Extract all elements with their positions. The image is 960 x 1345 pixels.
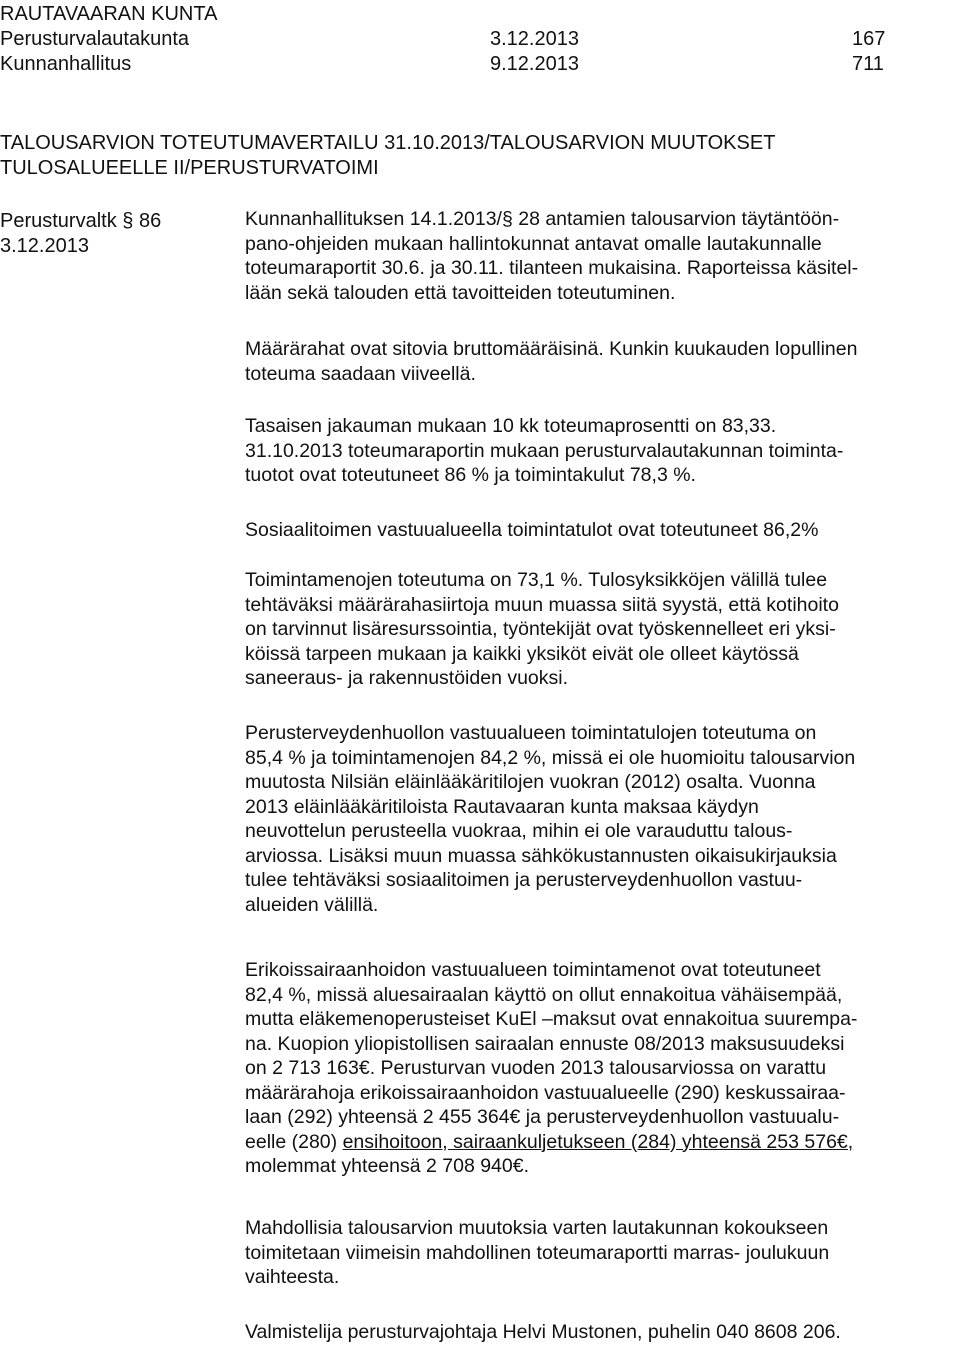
text-line: molemmat yhteensä 2 708 940€. <box>245 1155 530 1177</box>
paragraph-intro <box>245 207 957 305</box>
text-line: saneeraus- ja rakennustöiden vuoksi. <box>245 667 569 689</box>
header-page-kunnanhallitus: 711 <box>852 53 884 75</box>
paragraph-primary-health-care <box>245 721 957 917</box>
text-line: Valmistelija perusturvajohtaja Helvi Mustonen, puhelin 040 8608 206. <box>245 1321 841 1343</box>
paragraph-realization-rate <box>245 414 957 488</box>
text-line: Kunnanhallituksen 14.1.2013/§ 28 antamien talousarvion täytäntöön- <box>245 208 840 230</box>
text-line: muutosta Nilsiän eläinlääkäritilojen vuokran (2012) osalta. Vuonna <box>245 771 816 793</box>
text-line: tuotot ovat toteutuneet 86 % ja toimintakulut 78,3 %. <box>245 464 696 486</box>
text-line: 2013 eläinlääkäritiloista Rautavaaran kunta maksaa käydyn <box>245 795 759 818</box>
document-title-line-2: TULOSALUEELLE II/PERUSTURVATOIMI <box>0 157 379 179</box>
text-segment: eelle (280) <box>245 1130 338 1153</box>
preparer-line <box>245 1320 957 1345</box>
text-line: alueiden välillä. <box>245 893 379 916</box>
text-line: neuvottelun perusteella vuokraa, mihin ei ole varauduttu talous- <box>245 820 793 842</box>
text-line: toteumaraportit 30.6. ja 30.11. tilanteen mukaisina. Raporteissa käsitel- <box>245 257 859 279</box>
text-line: pano-ohjeiden mukaan hallintokunnat antavat omalle lautakunnalle <box>245 232 822 255</box>
text-line: Tasaisen jakauman mukaan 10 kk toteumaprosentti on 83,33. <box>245 415 777 437</box>
header-body-perusturvalautakunta: Perusturvalautakunta <box>0 28 190 50</box>
text-line: määrärahoja erikoissairaanhoidon vastuualueelle (290) keskussairaa- <box>245 1081 846 1104</box>
header-page-perusturvalautakunta: 167 <box>852 28 886 50</box>
text-line: tehtäväksi määrärahasiirtoja muun muassa siitä syystä, että kotihoito <box>245 593 839 616</box>
paragraph-social-expenses <box>245 568 957 691</box>
reference-date: 3.12.2013 <box>0 235 89 257</box>
text-line: na. Kuopion yliopistollisen sairaalan ennuste 08/2013 maksusuudeksi <box>245 1032 845 1055</box>
text-line: 82,4 %, missä aluesairaalan käyttö on ollut ennakoitua vähäisempää, <box>245 983 843 1006</box>
text-line: mutta eläkemenoperusteiset KuEl –maksut ovat ennakoitua suurempa- <box>245 1008 858 1030</box>
text-line: Toimintamenojen toteutuma on 73,1 %. Tulosyksikköjen välillä tulee <box>245 569 828 591</box>
text-line: 31.10.2013 toteumaraportin mukaan perusturvalautakunnan toiminta- <box>245 439 844 462</box>
text-line: Määrärahat ovat sitovia bruttomääräisinä. Kunkin kuukauden lopullinen <box>245 338 858 360</box>
header-date-kunnanhallitus: 9.12.2013 <box>490 53 579 75</box>
text-line: vaihteesta. <box>245 1266 340 1288</box>
paragraph-social-income <box>245 518 957 543</box>
text-line: Mahdollisia talousarvion muutoksia varten lautakunnan kokoukseen <box>245 1217 829 1239</box>
text-line: on tarvinnut lisäresurssointia, työntekijät ovat työskennelleet eri yksi- <box>245 618 836 640</box>
header-date-perusturvalautakunta: 3.12.2013 <box>490 28 579 50</box>
reference-section: Perusturvaltk § 86 <box>0 210 162 232</box>
text-line: tulee tehtäväksi sosiaalitoimen ja perusterveydenhuollon vastuu- <box>245 869 803 891</box>
text-line: toimitetaan viimeisin mahdollinen toteumaraportti marras- joulukuun <box>245 1241 830 1264</box>
text-line: laan (292) yhteensä 2 455 364€ ja perusterveydenhuollon vastuualu- <box>245 1106 840 1128</box>
text-line: lään sekä talouden että tavoitteiden toteutuminen. <box>245 281 676 304</box>
paragraph-specialized-health-care <box>245 958 957 1179</box>
text-line: on 2 713 163€. Perusturvan vuoden 2013 talousarviossa on varattu <box>245 1057 827 1079</box>
text-line: köissä tarpeen mukaan ja kaikki yksiköt eivät ole olleet käytössä <box>245 642 799 665</box>
document-title-line-1: TALOUSARVION TOTEUTUMAVERTAILU 31.10.2013/TALOUSARVION MUUTOKSET <box>0 132 776 154</box>
organization-name: RAUTAVAARAN KUNTA <box>0 3 218 25</box>
text-line: Perusterveydenhuollon vastuualueen toimintatulojen toteutuma on <box>245 722 817 744</box>
text-line <box>245 1130 957 1155</box>
paragraph-appropriations <box>245 337 957 386</box>
text-line: toteuma saadaan viiveellä. <box>245 362 476 385</box>
paragraph-budget-changes <box>245 1216 957 1290</box>
text-line: Sosiaalitoimen vastuualueella toimintatulot ovat toteutuneet 86,2% <box>245 519 819 541</box>
header-body-kunnanhallitus: Kunnanhallitus <box>0 53 132 75</box>
underlined-text: ensihoitoon, sairaankuljetukseen (284) yhteensä 253 576€, <box>342 1130 854 1153</box>
text-line: 85,4 % ja toimintamenojen 84,2 %, missä ei ole huomioitu talousarvion <box>245 746 856 769</box>
text-line: Erikoissairaanhoidon vastuualueen toimintamenot ovat toteutuneet <box>245 959 821 981</box>
text-line: arviossa. Lisäksi muun muassa sähkökustannusten oikaisukirjauksia <box>245 844 837 867</box>
